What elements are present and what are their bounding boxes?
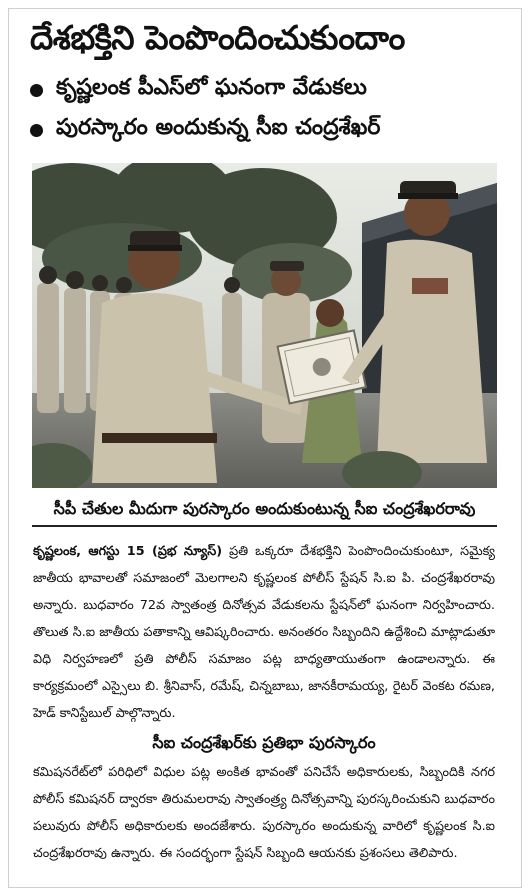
paragraph-text: ప్రతి ఒక్కరూ దేశభక్తిని పెంపొందించుకుంటూ, సమైక్య జాతీయ భావాలతో సమాజంలో మెలగాలని కృష్ణలంక పోలీస్ స్టేషన్ సి.ఐ పి. చంద్రశేఖరరావు అన్నారు. బుధవారం 72వ స్వాతంత్ర దినోత్సవ వేడుకలను స్టేషన్‌లో ఘనంగా నిర్వహించారు. తొలుత సి.ఐ జాతీయ పతాకాన్ని ఆవిష్కరించారు. అనంతరం సిబ్బందిని ఉద్దేశించి మాట్లాడుతూ విధి నిర్వహణలో ప్రతి పోలీస్ సమాజం పట్ల బాధ్యతాయుతంగా ఉండాలన్నారు. ఈ కార్యక్రమంలో ఎస్సైలు బి. శ్రీనివాస్, రమేష్, చిన్నబాబు, జానకీరామయ్య, రైటర్ వెంకట రమణ, హెడ్ కానిస్టేబుల్ పాల్గొన్నారు. bbox=[33, 544, 495, 721]
photo-caption: సీపీ చేతుల మీదుగా పురస్కారం అందుకుంటున్న సీఐ చంద్రశేఖరరావు bbox=[32, 491, 497, 527]
paragraph bbox=[33, 538, 495, 727]
bullet-text: కృష్ణలంక పీఎస్‌లో ఘనంగా వేడుకలు bbox=[56, 75, 367, 100]
dateline: కృష్ణలంక, ఆగస్టు 15 (ప్రభ న్యూస్) bbox=[33, 544, 223, 559]
paragraph-text: కమిషనరేట్‌లో పరిధిలో విధుల పట్ల అంకిత భావంతో పనిచేసే అధికారులకు, సిబ్బందికి నగర పోలీస్ కమిషనర్ ద్వారకా తిరుమలరావు స్వాతంత్ర్య దినోత్సవాన్ని పురస్కరించుకుని బుధవారం పలువురు పోలీస్ అధికారులకు అందజేశారు. పురస్కారం అందుకున్న వారిలో కృష్ణలంక సి.ఐ చంద్రశేఖరరావు ఉన్నారు. ఈ సందర్భంగా స్టేషన్ సిబ్బంది ఆయనకు ప్రశంసలు తెలిపారు. bbox=[33, 765, 495, 861]
bullet-item bbox=[30, 110, 510, 150]
news-photo bbox=[32, 163, 497, 488]
bullet-text: పురస్కారం అందుకున్న సీఐ చంద్రశేఖర్ bbox=[56, 115, 381, 140]
bullet-dot-icon bbox=[30, 124, 43, 137]
bullet-list bbox=[30, 70, 510, 150]
award-ceremony-photo bbox=[32, 163, 497, 488]
sub-heading: సీఐ చంద్రశేఖర్‌కు ప్రతిభా పురస్కారం bbox=[152, 733, 376, 752]
article-body bbox=[33, 538, 495, 867]
headline: దేశభక్తిని పెంపొందించుకుందాం bbox=[30, 18, 405, 57]
bullet-dot-icon bbox=[30, 84, 43, 97]
bullet-item bbox=[30, 70, 510, 110]
